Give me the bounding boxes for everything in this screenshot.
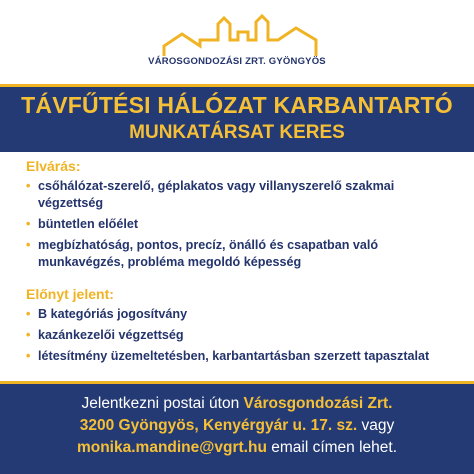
advantages-list [26, 306, 456, 369]
bullet-icon: • [26, 307, 31, 321]
requirements-list [26, 178, 456, 275]
city-skyline-logo-icon [160, 10, 320, 60]
bullet-icon: • [26, 217, 31, 231]
list-item: • büntetlen előélet [26, 217, 139, 231]
logo-header [0, 0, 474, 82]
gold-divider-top [0, 84, 474, 87]
advantages-heading: Előnyt jelent: [26, 286, 114, 302]
job-subtitle: MUNKATÁRSAT KERES [129, 122, 345, 143]
job-title: TÁVFŰTÉSI HÁLÓZAT KARBANTARTÓ [21, 92, 453, 118]
list-item: • megbízhatóság, pontos, precíz, önálló és csapatban való munkavégzés, probléma megoldó képesség [26, 238, 379, 269]
contact-line-3: monika.mandine@vgrt.hu email címen lehet. [76, 439, 398, 456]
contact-line-2: 3200 Gyöngyös, Kenyérgyár u. 17. sz. vagy [79, 417, 395, 434]
bullet-icon: • [26, 238, 31, 252]
list-item: • B kategóriás jogosítvány [26, 307, 188, 321]
list-item: • létesítmény üzemeltetésben, karbantartásban szerzett tapasztalat [26, 349, 430, 363]
list-item: • csőhálózat-szerelő, géplakatos vagy villanyszerelő szakmai végzettség [26, 179, 395, 210]
email-link[interactable]: monika.mandine@vgrt.hu [76, 439, 267, 456]
list-item: • kazánkezelői végzettség [26, 328, 184, 342]
bullet-icon: • [26, 328, 31, 342]
requirements-heading: Elvárás: [26, 158, 81, 174]
company-name: VÁROSGONDOZÁSI ZRT. GYÖNGYÖS [148, 56, 326, 67]
bullet-icon: • [26, 179, 31, 193]
bullet-icon: • [26, 349, 31, 363]
contact-line-1: Jelentkezni postai úton Városgondozási Zrt. [81, 395, 393, 412]
